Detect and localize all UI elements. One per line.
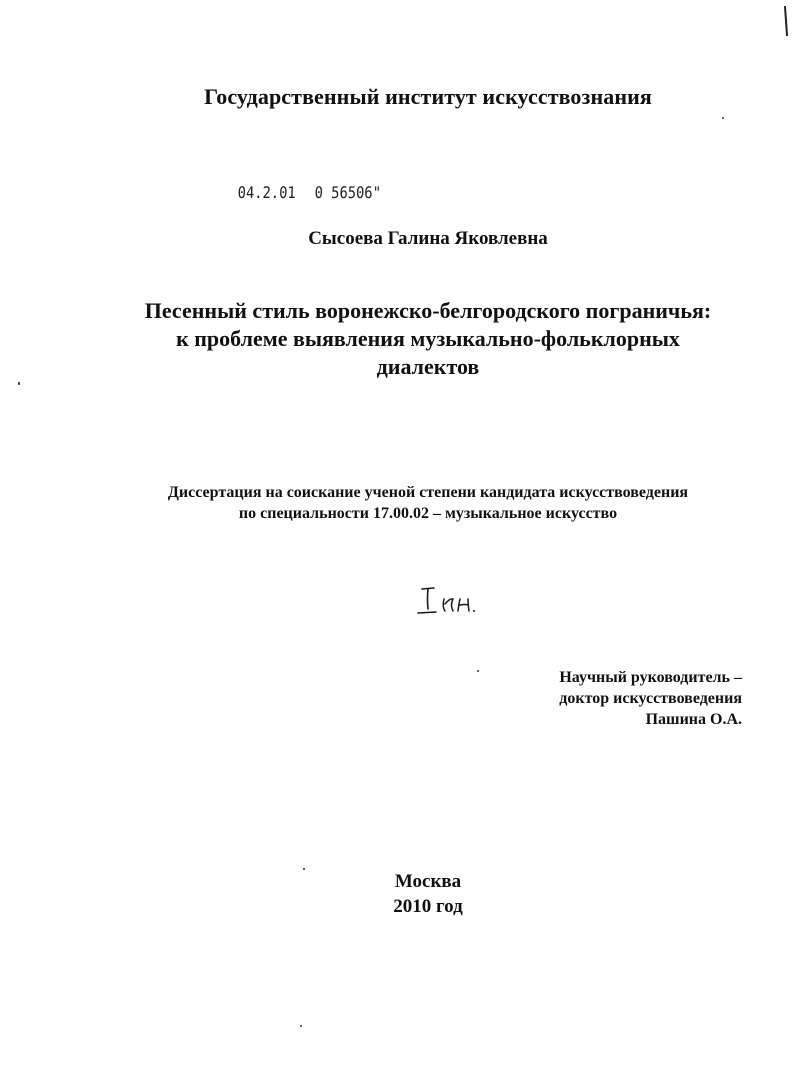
dissertation-title — [0, 297, 798, 381]
scan-speck — [477, 670, 479, 672]
author-name: Сысоева Галина Яковлевна — [308, 228, 548, 249]
scan-speck — [303, 868, 305, 870]
supervisor-line: Научный руководитель – — [559, 669, 742, 686]
supervisor-line: доктор искусствоведения — [559, 690, 742, 707]
scientific-supervisor — [559, 667, 742, 730]
year: 2010 год — [393, 896, 463, 917]
institute-name: Государственный институт искусствознания — [204, 84, 652, 109]
title-line: к проблеме выявления музыкально-фольклорных — [176, 326, 680, 351]
place-and-year — [0, 869, 798, 919]
supervisor-line: Пашина О.А. — [645, 711, 742, 728]
title-line: Песенный стиль воронежско-белгородского пограничья: — [144, 298, 712, 323]
title-line: диалектов — [376, 354, 480, 379]
description-line: по специальности 17.00.02 – музыкальное искусство — [238, 505, 618, 522]
registry-mark: " — [372, 183, 382, 202]
handwritten-note — [412, 585, 492, 625]
registry-code: 04.2.01 — [237, 183, 296, 202]
scan-speck — [300, 1025, 302, 1027]
description-line: Диссертация на соискание ученой степени кандидата искусствоведения — [167, 484, 689, 501]
scan-speck — [722, 117, 724, 119]
scan-speck — [18, 382, 20, 385]
registry-number: 0 56506 — [314, 183, 373, 202]
registry-stamp — [237, 183, 381, 202]
city: Москва — [394, 871, 462, 892]
scan-edge-mark — [783, 6, 787, 36]
dissertation-description — [0, 482, 798, 524]
